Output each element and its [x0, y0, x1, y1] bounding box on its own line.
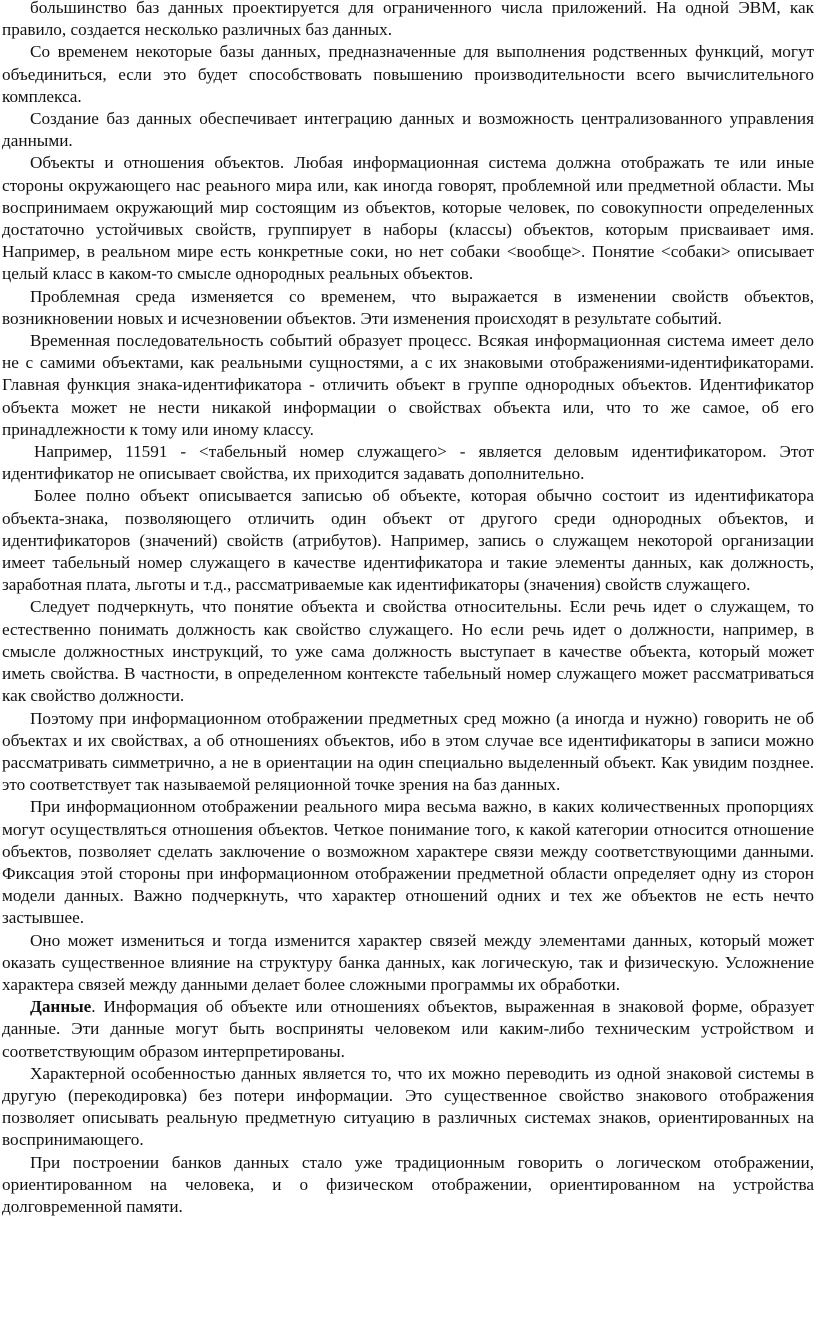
- paragraph-4: Объекты и отношения объектов. Любая информационная система должна отображать те или иные стороны окружающего нас реаьного мира или, как иногда говорят, проблемной или предметной области. Мы воспринимаем окружающий мир состоящим из объектов, которые человек, по совокупности определенных достаточно устойчивых свойств, группирует в наборы (классы) объектов, которым присваивает имя. Например, в реальном мире есть конкретные соки, но нет собаки <вообще>. Понятие <собаки> описывает целый класс в каком-то смысле однородных реальных объектов.: [2, 153, 814, 284]
- paragraph-5: Проблемная среда изменяется со временем, что выражается в изменении свойств объектов, возникновении новых и исчезновении объектов. Эти изменения происходят в результате событий.: [2, 286, 814, 328]
- paragraph-2: Со временем некоторые базы данных, предназначенные для выполнения родственных функций, могут объединиться, если это будет способствовать повышению производительности всего вычислительного комплекса.: [2, 42, 814, 106]
- paragraph-11: При информационном отображении реального мира весьма важно, в каких количественных пропорциях могут осуществляться отношения объектов. Четкое понимание того, к какой категории относится отношение объектов, позволяет сделать заключение о возможном характере связи между соответствующими данными. Фиксация этой стороны при информационном отображении предметной области определяет одну из сторон модели данных. Важно подчеркнуть, что характер отношений одних и тех же объектов не есть нечто застывшее.: [2, 797, 814, 928]
- paragraph-10: Поэтому при информационном отображении предметных сред можно (а иногда и нужно) говорить не об объектах и их свойствах, а об отношениях объектов, ибо в этом случае все идентификаторы в записи можно рассматривать симметрично, а не в ориентации на один специально выделенный объект. Как увидим позднее. это соответствует так называемой реляционной точке зрения на баз данных.: [2, 708, 814, 795]
- paragraph-14: Характерной особенностью данных является то, что их можно переводить из одной знаковой системы в другую (перекодировка) без потери информации. Это существенное свойство знакового отображения позволяет описывать реальную предметную ситуацию в различных системах знаков, ориентированных на воспринимающего.: [2, 1063, 814, 1150]
- paragraph-6: Временная последовательность событий образует процесс. Всякая информационная система имеет дело не с самими объектами, как реальными сущностями, а с их знаковыми отображениями-идентификаторами. Главная функция знака-идентификатора - отличить объект в группе однородных объектов. Идентификатор объекта может не нести никакой информации о свойствах объекта или, что то же самое, об его принадлежности к тому или иному классу.: [2, 331, 814, 439]
- paragraph-13-lead: Данные: [30, 997, 92, 1017]
- paragraph-15: При построении банков данных стало уже традиционным говорить о логическом отображении, ориентированном на человека, и о физическом отображении, ориентированном на устройства долговременной памяти.: [2, 1152, 814, 1216]
- paragraph-3: Создание баз данных обеспечивает интеграцию данных и возможность централизованного управления данными.: [2, 109, 814, 151]
- paragraph-9: Следует подчеркнуть, что понятие объекта и свойства относительны. Если речь идет о служащем, то естественно понимать должность как свойство служащего. Но если речь идет о должности, например, в смысле должностных инструкций, то уже сама должность выступает в качестве объекта, который может иметь свойства. В частности, в определенном контексте табельный номер служащего может рассматриваться как свойство должности.: [2, 597, 814, 706]
- paragraph-7: Например, 11591 - <табельный номер служащего> - является деловым идентификатором. Этот идентификатор не описывает свойства, их приходится задавать дополнительно.: [2, 442, 814, 484]
- paragraph-1: большинство баз данных проектируется для ограниченного числа приложений. На одной ЭВМ, как правило, создается несколько различных баз данных.: [2, 0, 814, 40]
- paragraph-13-text: . Информация об объекте или отношениях объектов, выраженная в знаковой форме, образует данные. Эти данные могут быть восприняты человеком или каким-либо техническим устройством и соответствующим образом интерпретированы.: [2, 997, 814, 1061]
- paragraph-12: Оно может измениться и тогда изменится характер связей между элементами данных, который может оказать существенное влияние на структуру банка данных, как логическую, так и физическую. Усложнение характера связей между данными делает более сложными программы их обработки.: [2, 930, 814, 994]
- paragraph-13: [2, 996, 814, 1063]
- paragraph-8: Более полно объект описывается записью об объекте, которая обычно состоит из идентификатора объекта-знака, позволяющего отличить один объект от другого среди однородных объектов, и идентификаторов (значений) свойств (атрибутов). Например, запись о служащем некоторой организации имеет табельный номер служащего в качестве идентификатора и такие элементы данных, как должность, заработная плата, льготы и т.д., рассматриваемые как идентификаторы (значения) свойств служащего.: [2, 486, 814, 595]
